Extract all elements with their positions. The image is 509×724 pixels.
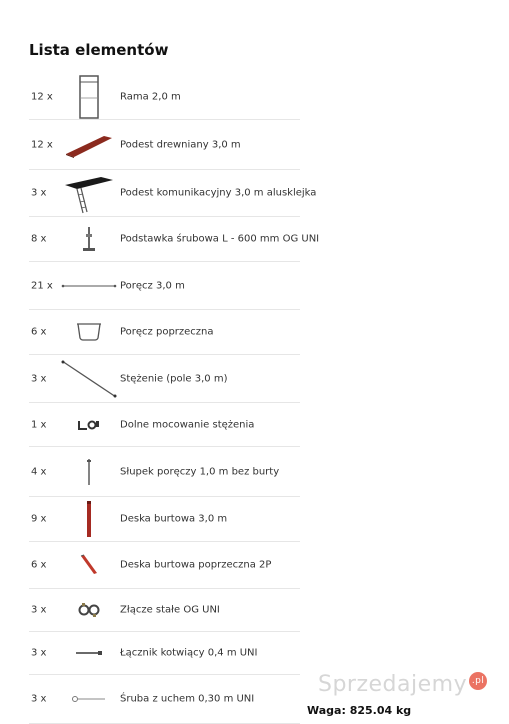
- item-quantity: 8 x: [31, 233, 47, 245]
- anchor-tie-icon: [59, 632, 119, 674]
- list-item: [29, 170, 317, 217]
- item-quantity: 1 x: [31, 419, 47, 430]
- item-name: Podstawka śrubowa L - 600 mm OG UNI: [120, 233, 320, 245]
- frame-icon: [59, 74, 119, 119]
- guardrail-icon: [59, 262, 119, 309]
- list-item: [29, 589, 300, 632]
- item-name: Słupek poręczy 1,0 m bez burty: [120, 466, 280, 477]
- list-item: [29, 262, 300, 310]
- access-platform-icon: [59, 170, 119, 216]
- elements-list: [29, 74, 320, 724]
- item-quantity: 3 x: [31, 373, 47, 384]
- item-name: Podest drewniany 3,0 m: [120, 139, 241, 150]
- item-quantity: 21 x: [31, 280, 53, 291]
- eye-bolt-icon: [59, 675, 119, 723]
- brace-clamp-icon: [59, 403, 119, 446]
- toeboard-icon: [59, 497, 119, 541]
- cross-guardrail-icon: [59, 310, 119, 354]
- cross-toeboard-icon: [59, 542, 119, 588]
- item-quantity: 6 x: [31, 559, 47, 571]
- total-weight: Waga: 825.04 kg: [307, 704, 412, 717]
- item-name: Łącznik kotwiący 0,4 m UNI: [120, 647, 258, 659]
- item-name: Rama 2,0 m: [120, 91, 181, 102]
- item-name: Podest komunikacyjny 3,0 m alusklejka: [120, 187, 317, 199]
- list-item: [29, 74, 300, 120]
- item-quantity: 4 x: [31, 466, 47, 477]
- watermark-text: Sprzedajemy: [318, 672, 468, 697]
- page-title: Lista elementów: [29, 41, 169, 59]
- list-item: [29, 403, 300, 447]
- item-quantity: 3 x: [31, 604, 47, 616]
- item-name: Deska burtowa poprzeczna 2P: [120, 559, 272, 571]
- list-item: [29, 542, 300, 589]
- item-name: Śruba z uchem 0,30 m UNI: [120, 693, 255, 705]
- watermark-badge: .pl: [469, 672, 487, 690]
- item-quantity: 3 x: [31, 187, 47, 199]
- list-item: [29, 120, 300, 170]
- item-name: Poręcz poprzeczna: [120, 326, 214, 338]
- item-name: Złącze stałe OG UNI: [120, 604, 220, 616]
- screw-jack-icon: [59, 217, 119, 261]
- list-item: [29, 310, 300, 355]
- list-item: [29, 355, 300, 403]
- list-item: [29, 632, 300, 675]
- fixed-coupler-icon: [59, 589, 119, 631]
- list-item: [29, 497, 300, 542]
- item-name: Dolne mocowanie stężenia: [120, 419, 255, 430]
- item-quantity: 3 x: [31, 647, 47, 659]
- list-item: [29, 447, 300, 497]
- item-quantity: 3 x: [31, 693, 47, 705]
- item-name: Deska burtowa 3,0 m: [120, 513, 228, 525]
- item-quantity: 9 x: [31, 513, 47, 525]
- diagonal-brace-icon: [59, 355, 119, 402]
- wooden-platform-icon: [59, 120, 119, 169]
- list-item: [29, 217, 320, 262]
- watermark: [318, 672, 487, 697]
- item-quantity: 12 x: [31, 139, 53, 150]
- item-quantity: 6 x: [31, 326, 47, 338]
- rail-post-icon: [59, 447, 119, 496]
- list-item: [29, 675, 300, 724]
- item-name: Poręcz 3,0 m: [120, 280, 185, 291]
- item-quantity: 12 x: [31, 91, 53, 102]
- item-name: Stężenie (pole 3,0 m): [120, 373, 228, 384]
